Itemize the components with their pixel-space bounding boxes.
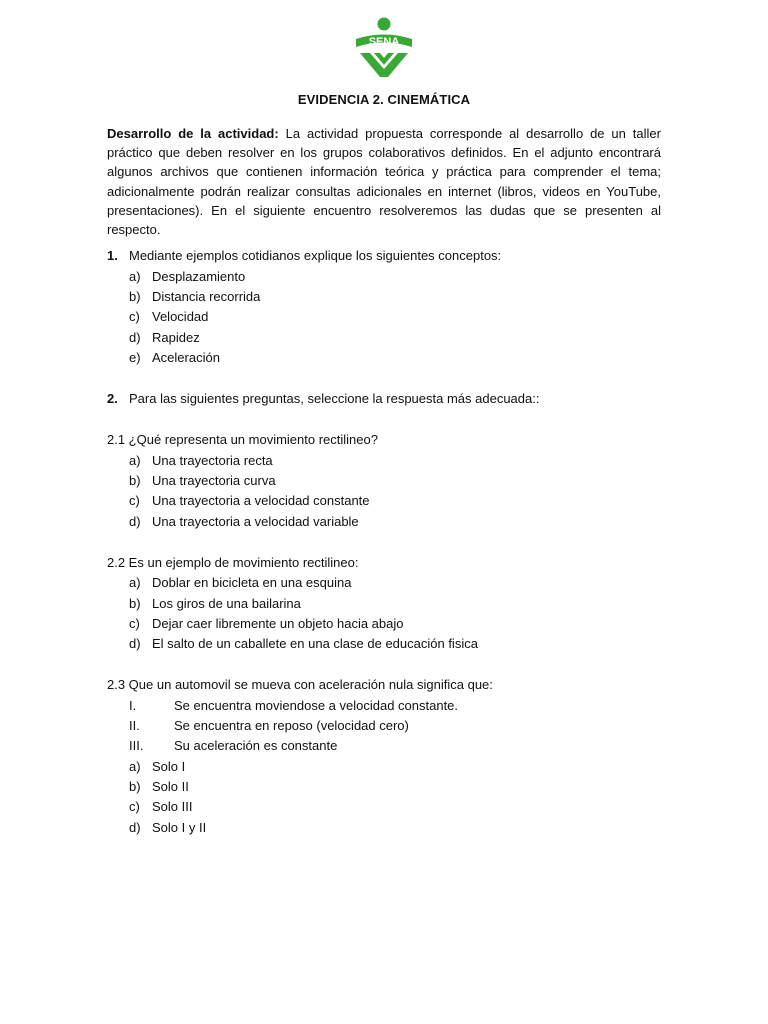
question-2-number <box>107 391 118 407</box>
roman-label: III. <box>129 738 144 753</box>
intro-paragraph <box>107 124 661 239</box>
option-label: d) <box>129 820 141 835</box>
option-text: Doblar en bicicleta en una esquina <box>152 575 352 590</box>
option-label: d) <box>129 514 141 529</box>
option-label: c) <box>129 799 140 814</box>
option-text: Una trayectoria recta <box>152 453 273 468</box>
option-label: e) <box>129 350 141 365</box>
option-text: Solo III <box>152 799 193 814</box>
question-2-text: Para las siguientes preguntas, seleccione la respuesta más adecuada:: <box>129 391 540 406</box>
option-label: b) <box>129 473 141 488</box>
option-text: Los giros de una bailarina <box>152 596 301 611</box>
option-text: Velocidad <box>152 309 209 324</box>
question-2-3-text: 2.3 Que un automovil se mueva con aceleración nula significa que: <box>107 677 493 692</box>
option-text: Solo I y II <box>152 820 207 835</box>
question-1-text: Mediante ejemplos cotidianos explique los siguientes conceptos: <box>129 248 502 263</box>
option-label: d) <box>129 330 141 345</box>
option-text: Solo II <box>152 779 189 794</box>
question-2-2-text: 2.2 Es un ejemplo de movimiento rectilineo: <box>107 555 359 570</box>
option-text: Dejar caer libremente un objeto hacia abajo <box>152 616 404 631</box>
option-label: c) <box>129 309 140 324</box>
question-1 <box>107 248 118 264</box>
option-text: Una trayectoria curva <box>152 473 276 488</box>
option-label: a) <box>129 575 141 590</box>
option-label: b) <box>129 779 141 794</box>
option-text: Aceleración <box>152 350 220 365</box>
question-2-1-text: 2.1 ¿Qué representa un movimiento rectilineo? <box>107 432 378 447</box>
option-text: Desplazamiento <box>152 269 246 284</box>
option-label: b) <box>129 596 141 611</box>
option-text: Solo I <box>152 759 186 774</box>
option-label: c) <box>129 493 140 508</box>
logo-text: SENA <box>368 36 400 48</box>
option-label: a) <box>129 453 141 468</box>
option-label: d) <box>129 636 141 651</box>
roman-text: Su aceleración es constante <box>174 738 338 753</box>
option-text: El salto de un caballete en una clase de educación fisica <box>152 636 478 651</box>
page-title: EVIDENCIA 2. CINEMÁTICA <box>297 92 471 107</box>
intro-text: La actividad propuesta corresponde al desarrollo de un taller práctico que deben resolver en los grupos colaborativos definidos. En el adjunto encontrará algunos archivos que contienen información teórica y práctica para comprender el tema; adicionalmente podrán realizar consultas adicionales en internet (libros, videos en YouTube, presentaciones). En el siguiente encuentro resolveremos las dudas que se presenten al respecto. <box>107 126 661 238</box>
option-text: Una trayectoria a velocidad variable <box>152 514 359 529</box>
option-label: b) <box>129 289 141 304</box>
sena-logo <box>352 17 416 79</box>
question-2-num: 2. <box>107 391 118 406</box>
option-text: Distancia recorrida <box>152 289 261 304</box>
roman-text: Se encuentra moviendose a velocidad constante. <box>174 698 459 713</box>
option-label: a) <box>129 759 141 774</box>
option-label: a) <box>129 269 141 284</box>
option-text: Rapidez <box>152 330 200 345</box>
roman-label: II. <box>129 718 140 733</box>
question-1-number: 1. <box>107 248 118 263</box>
intro-label: Desarrollo de la actividad: <box>107 126 279 141</box>
option-text: Una trayectoria a velocidad constante <box>152 493 370 508</box>
roman-text: Se encuentra en reposo (velocidad cero) <box>174 718 409 733</box>
option-label: c) <box>129 616 140 631</box>
roman-label: I. <box>129 698 137 713</box>
